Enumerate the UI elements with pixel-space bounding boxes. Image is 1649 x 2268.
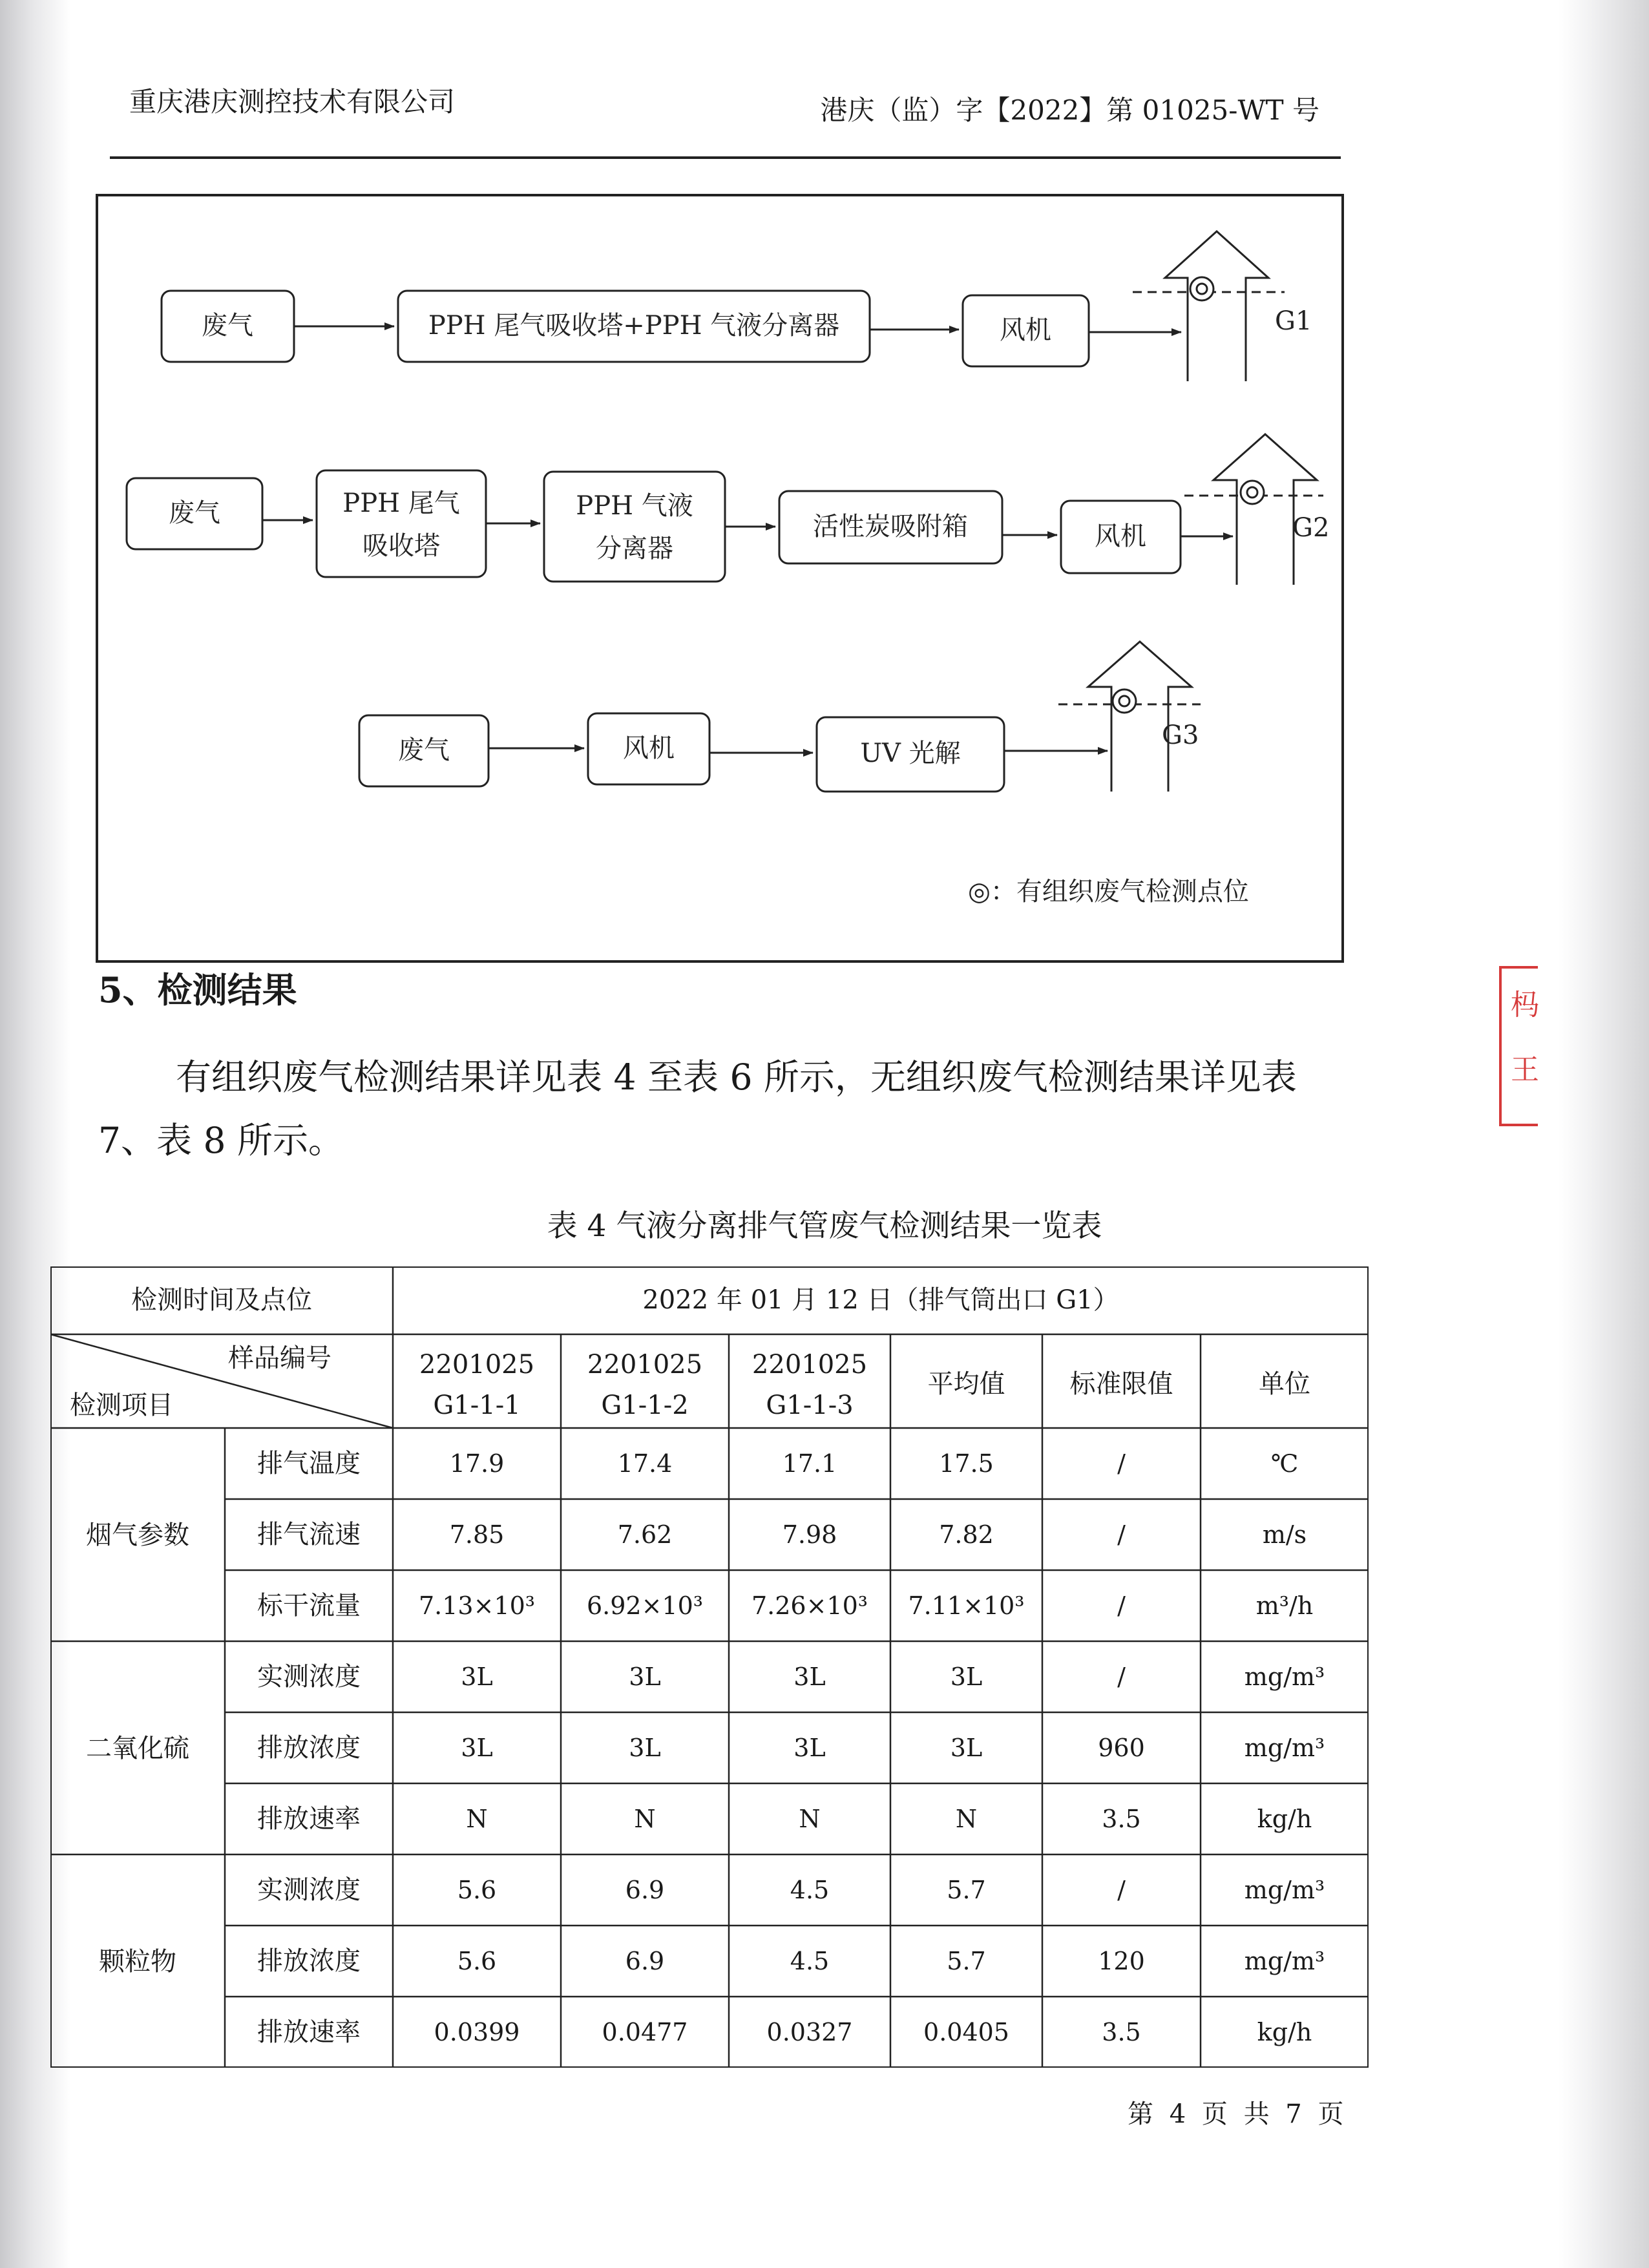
table-cell: 6.9 bbox=[625, 1876, 665, 1904]
table-cell: 6.92×10³ bbox=[586, 1591, 704, 1620]
table-cell: 7.11×10³ bbox=[908, 1591, 1025, 1620]
column-header: 2201025 bbox=[751, 1350, 868, 1380]
node-label: PPH 气液 bbox=[576, 491, 693, 521]
scan-shadow-right bbox=[1559, 0, 1649, 2268]
table-cell: N bbox=[799, 1805, 821, 1833]
table-cell: 17.9 bbox=[449, 1449, 505, 1478]
table-cell: N bbox=[466, 1805, 488, 1833]
node-label: 风机 bbox=[1000, 315, 1051, 345]
column-header: G1-1-2 bbox=[601, 1391, 689, 1420]
node-label: 活性炭吸附箱 bbox=[813, 512, 968, 541]
row-item-label: 实测浓度 bbox=[257, 1875, 361, 1905]
table-cell: 17.4 bbox=[617, 1449, 673, 1478]
monitoring-point-icon bbox=[1190, 277, 1213, 300]
table-cell: 3L bbox=[950, 1734, 983, 1762]
group-label: 二氧化硫 bbox=[86, 1734, 189, 1763]
table-cell: 3.5 bbox=[1102, 1805, 1141, 1833]
column-header: 2201025 bbox=[587, 1350, 703, 1380]
corner-header: 检测时间及点位 bbox=[131, 1285, 312, 1315]
table-cell: ℃ bbox=[1270, 1449, 1299, 1478]
table-cell: 0.0399 bbox=[434, 2018, 520, 2046]
page-number: 第 4 页 共 7 页 bbox=[1128, 2099, 1348, 2129]
node-pph-separator bbox=[544, 472, 725, 582]
node-label: UV 光解 bbox=[860, 739, 961, 768]
row-item-label: 排气流速 bbox=[257, 1520, 361, 1549]
table-cell: 3L bbox=[461, 1663, 493, 1691]
table-cell: 7.62 bbox=[617, 1520, 673, 1549]
stack-outlet-g1 bbox=[1133, 231, 1312, 381]
diagram-legend: ◎：有组织废气检测点位 bbox=[968, 877, 1249, 907]
column-header: 2201025 bbox=[419, 1350, 535, 1380]
table-cell: 7.98 bbox=[782, 1520, 837, 1549]
node-pph-tower bbox=[317, 470, 486, 577]
results-table bbox=[50, 1266, 1369, 2068]
node-label: 风机 bbox=[1095, 521, 1146, 551]
column-header: 标准限值 bbox=[1069, 1369, 1173, 1399]
table-cell: 4.5 bbox=[790, 1947, 830, 1975]
header-report-number: 港庆（监）字【2022】第 01025-WT 号 bbox=[820, 94, 1319, 126]
table-cell: / bbox=[1117, 1449, 1126, 1478]
node-label: 吸收塔 bbox=[362, 531, 440, 561]
outlet-label: G2 bbox=[1292, 513, 1330, 543]
table-cell: 7.82 bbox=[939, 1520, 994, 1549]
corner-sample-label: 样品编号 bbox=[228, 1343, 331, 1373]
node-label: 分离器 bbox=[596, 534, 673, 563]
column-header: G1-1-3 bbox=[766, 1391, 854, 1420]
flow-row-3 bbox=[359, 642, 1201, 792]
date-point-header: 2022 年 01 月 12 日（排气筒出口 G1） bbox=[642, 1285, 1119, 1315]
table-cell: mg/m³ bbox=[1244, 1947, 1325, 1975]
table-cell: mg/m³ bbox=[1244, 1663, 1325, 1691]
column-header: 单位 bbox=[1259, 1369, 1310, 1399]
row-item-label: 排放速率 bbox=[257, 1804, 361, 1834]
stack-outlet-g2 bbox=[1184, 434, 1329, 585]
table-cell: m³/h bbox=[1255, 1591, 1314, 1620]
table-cell: 3L bbox=[629, 1734, 661, 1762]
header-rule bbox=[110, 156, 1341, 159]
table-cell: 0.0327 bbox=[766, 2018, 853, 2046]
group-label: 颗粒物 bbox=[99, 1947, 176, 1977]
table-cell: / bbox=[1117, 1663, 1126, 1691]
outlet-label: G1 bbox=[1275, 306, 1312, 336]
paragraph-text: 有组织废气检测结果详见表 4 至表 6 所示，无组织废气检测结果详见表 7、表 8 所示。 bbox=[98, 1056, 1297, 1161]
row-item-label: 排放速率 bbox=[257, 2017, 361, 2047]
table-cell: 3L bbox=[629, 1663, 661, 1691]
table-cell: 17.5 bbox=[939, 1449, 994, 1478]
table-cell: mg/m³ bbox=[1244, 1876, 1325, 1904]
table-cell: mg/m³ bbox=[1244, 1734, 1325, 1762]
table-cell: m/s bbox=[1262, 1520, 1307, 1549]
header-company: 重庆港庆测控技术有限公司 bbox=[129, 86, 456, 118]
table-cell: kg/h bbox=[1257, 2018, 1312, 2046]
table-cell: 120 bbox=[1098, 1947, 1145, 1975]
table-cell: 7.26×10³ bbox=[751, 1591, 868, 1620]
table-cell: N bbox=[955, 1805, 978, 1833]
corner-item-label: 检测项目 bbox=[70, 1391, 173, 1420]
row-item-label: 排气温度 bbox=[257, 1449, 361, 1478]
node-label: 废气 bbox=[169, 498, 220, 528]
outlet-label: G3 bbox=[1162, 720, 1199, 750]
monitoring-point-icon bbox=[1113, 689, 1136, 713]
table-cell: 7.85 bbox=[449, 1520, 505, 1549]
column-header: G1-1-1 bbox=[433, 1391, 521, 1420]
node-label: PPH 尾气吸收塔+PPH 气液分离器 bbox=[428, 311, 840, 341]
table-cell: 4.5 bbox=[790, 1876, 830, 1904]
table-cell: 7.13×10³ bbox=[418, 1591, 536, 1620]
row-item-label: 实测浓度 bbox=[257, 1662, 361, 1692]
table-cell: 3L bbox=[793, 1663, 826, 1691]
stack-outlet-g3 bbox=[1058, 642, 1201, 792]
table-cell: / bbox=[1117, 1591, 1126, 1620]
flow-row-2 bbox=[127, 434, 1329, 585]
table-cell: 3L bbox=[461, 1734, 493, 1762]
node-label: PPH 尾气 bbox=[342, 488, 460, 518]
node-label: 废气 bbox=[202, 311, 253, 341]
group-label: 烟气参数 bbox=[86, 1520, 189, 1550]
row-item-label: 标干流量 bbox=[257, 1591, 361, 1621]
section-title: 5、检测结果 bbox=[98, 969, 297, 1011]
table-title: 表 4 气液分离排气管废气检测结果一览表 bbox=[547, 1208, 1102, 1244]
table-cell: 5.7 bbox=[947, 1876, 986, 1904]
row-item-label: 排放浓度 bbox=[257, 1733, 361, 1763]
red-stamp: 杩 王 bbox=[1499, 966, 1538, 1126]
process-flow-diagram bbox=[96, 194, 1344, 963]
table-cell: kg/h bbox=[1257, 1805, 1312, 1833]
table-cell: 5.7 bbox=[947, 1947, 986, 1975]
table-cell: 960 bbox=[1098, 1734, 1145, 1762]
table-cell: 5.6 bbox=[457, 1947, 497, 1975]
table-cell: N bbox=[634, 1805, 656, 1833]
node-label: 风机 bbox=[623, 733, 675, 763]
table-cell: 17.1 bbox=[782, 1449, 837, 1478]
table-cell: 3L bbox=[793, 1734, 826, 1762]
flow-row-1 bbox=[162, 231, 1312, 381]
row-item-label: 排放浓度 bbox=[257, 1946, 361, 1976]
table-cell: / bbox=[1117, 1876, 1126, 1904]
column-header: 平均值 bbox=[927, 1369, 1005, 1399]
monitoring-point-icon bbox=[1241, 481, 1264, 504]
table-cell: 3.5 bbox=[1102, 2018, 1141, 2046]
table-cell: 3L bbox=[950, 1663, 983, 1691]
table-cell: 5.6 bbox=[457, 1876, 497, 1904]
table-cell: 6.9 bbox=[625, 1947, 665, 1975]
table-cell: 0.0405 bbox=[923, 2018, 1009, 2046]
diagram-frame bbox=[97, 195, 1343, 961]
section-paragraph bbox=[98, 1045, 1313, 1172]
node-label: 废气 bbox=[398, 735, 450, 765]
table-cell: 0.0477 bbox=[602, 2018, 688, 2046]
table-cell: / bbox=[1117, 1520, 1126, 1549]
